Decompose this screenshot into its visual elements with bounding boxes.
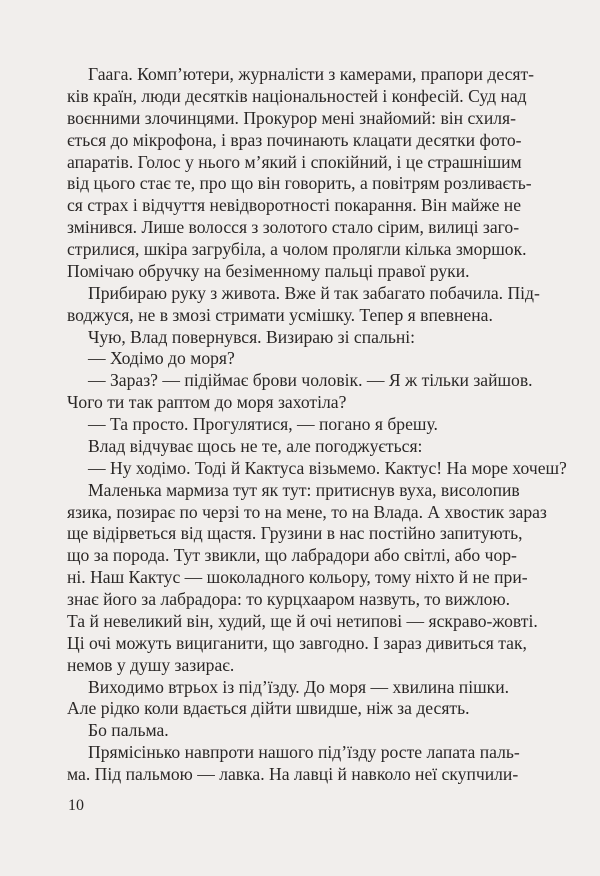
text-line: Бо пальма. (88, 720, 169, 740)
text-line: немов у душу зазирає. (67, 655, 235, 675)
text-line: язика, позирає по черзі то на мене, то на Влада. А хвостик зараз (67, 502, 547, 522)
text-line: Маленька мармиза тут як тут: притиснув вуха, висолопив (88, 480, 520, 500)
text-line: Та й невеликий він, худий, ще й очі нетипові — яскраво-жовті. (67, 611, 538, 631)
text-line: Виходимо втрьох із під’їзду. До моря — хвилина пішки. (88, 677, 510, 697)
text-line: — Ходімо до моря? (88, 348, 235, 368)
text-line: ся страх і відчуття невідворотності покарання. Він майже не (67, 195, 522, 215)
text-line: апаратів. Голос у нього м’який і спокійний, і це страшнішим (67, 152, 522, 172)
text-line: — Зараз? — підіймає брови чоловік. — Я ж тільки зайшов. (88, 370, 533, 390)
text-line: ще відірветься від щастя. Грузини в нас постійно запитують, (67, 523, 523, 543)
text-line: Помічаю обручку на безіменному пальці правої руки. (67, 261, 470, 281)
text-line: ється до мікрофона, і враз починають клацати десятки фото- (67, 130, 522, 150)
text-line: воєнними злочинцями. Прокурор мені знайомий: він схиля- (67, 108, 516, 128)
text-line: воджуся, не в змозі стримати усмішку. Тепер я впевнена. (67, 305, 493, 325)
text-line: Прибираю руку з живота. Вже й так забагато побачила. Під- (88, 283, 540, 303)
text-line: Чого ти так раптом до моря захотіла? (67, 392, 347, 412)
text-line: ма. Під пальмою — лавка. На лавці й навколо неї скупчили- (67, 764, 519, 784)
text-line: — Ну ходімо. Тоді й Кактуса візьмемо. Кактус! На море хочеш? (88, 458, 567, 478)
text-line: Прямісінько навпроти нашого під’їзду росте лапата паль- (88, 742, 520, 762)
text-line: ків країн, люди десятків національностей і конфесій. Суд над (67, 86, 527, 106)
page-number: 10 (68, 797, 84, 814)
text-line: — Та просто. Прогулятися, — погано я брешу. (88, 414, 438, 434)
text-line: Ці очі можуть вициганити, що завгодно. І зараз дивиться так, (67, 633, 527, 653)
text-line: ні. Наш Кактус — шоколадного кольору, тому ніхто й не при- (67, 567, 528, 587)
text-line: стрилися, шкіра загрубіла, а чолом пролягли кілька зморшок. (67, 239, 527, 259)
text-line: Чую, Влад повернувся. Визираю зі спальні: (88, 327, 416, 347)
text-line: від цього стає те, про що він говорить, а повітрям розливаєть- (67, 173, 532, 193)
text-line: Але рідко коли вдається дійти швидше, ніж за десять. (67, 698, 470, 718)
text-line: Влад відчуває щось не те, але погоджується: (88, 436, 423, 456)
text-line: знає його за лабрадора: то курцхааром назвуть, то вижлою. (67, 589, 511, 609)
text-line: змінився. Лише волосся з золотого стало сірим, вилиці заго- (67, 217, 520, 237)
text-line: що за порода. Тут звикли, що лабрадори або світлі, або чор- (67, 545, 517, 565)
text-line: Гаага. Комп’ютери, журналісти з камерами, прапори десят- (88, 64, 535, 84)
